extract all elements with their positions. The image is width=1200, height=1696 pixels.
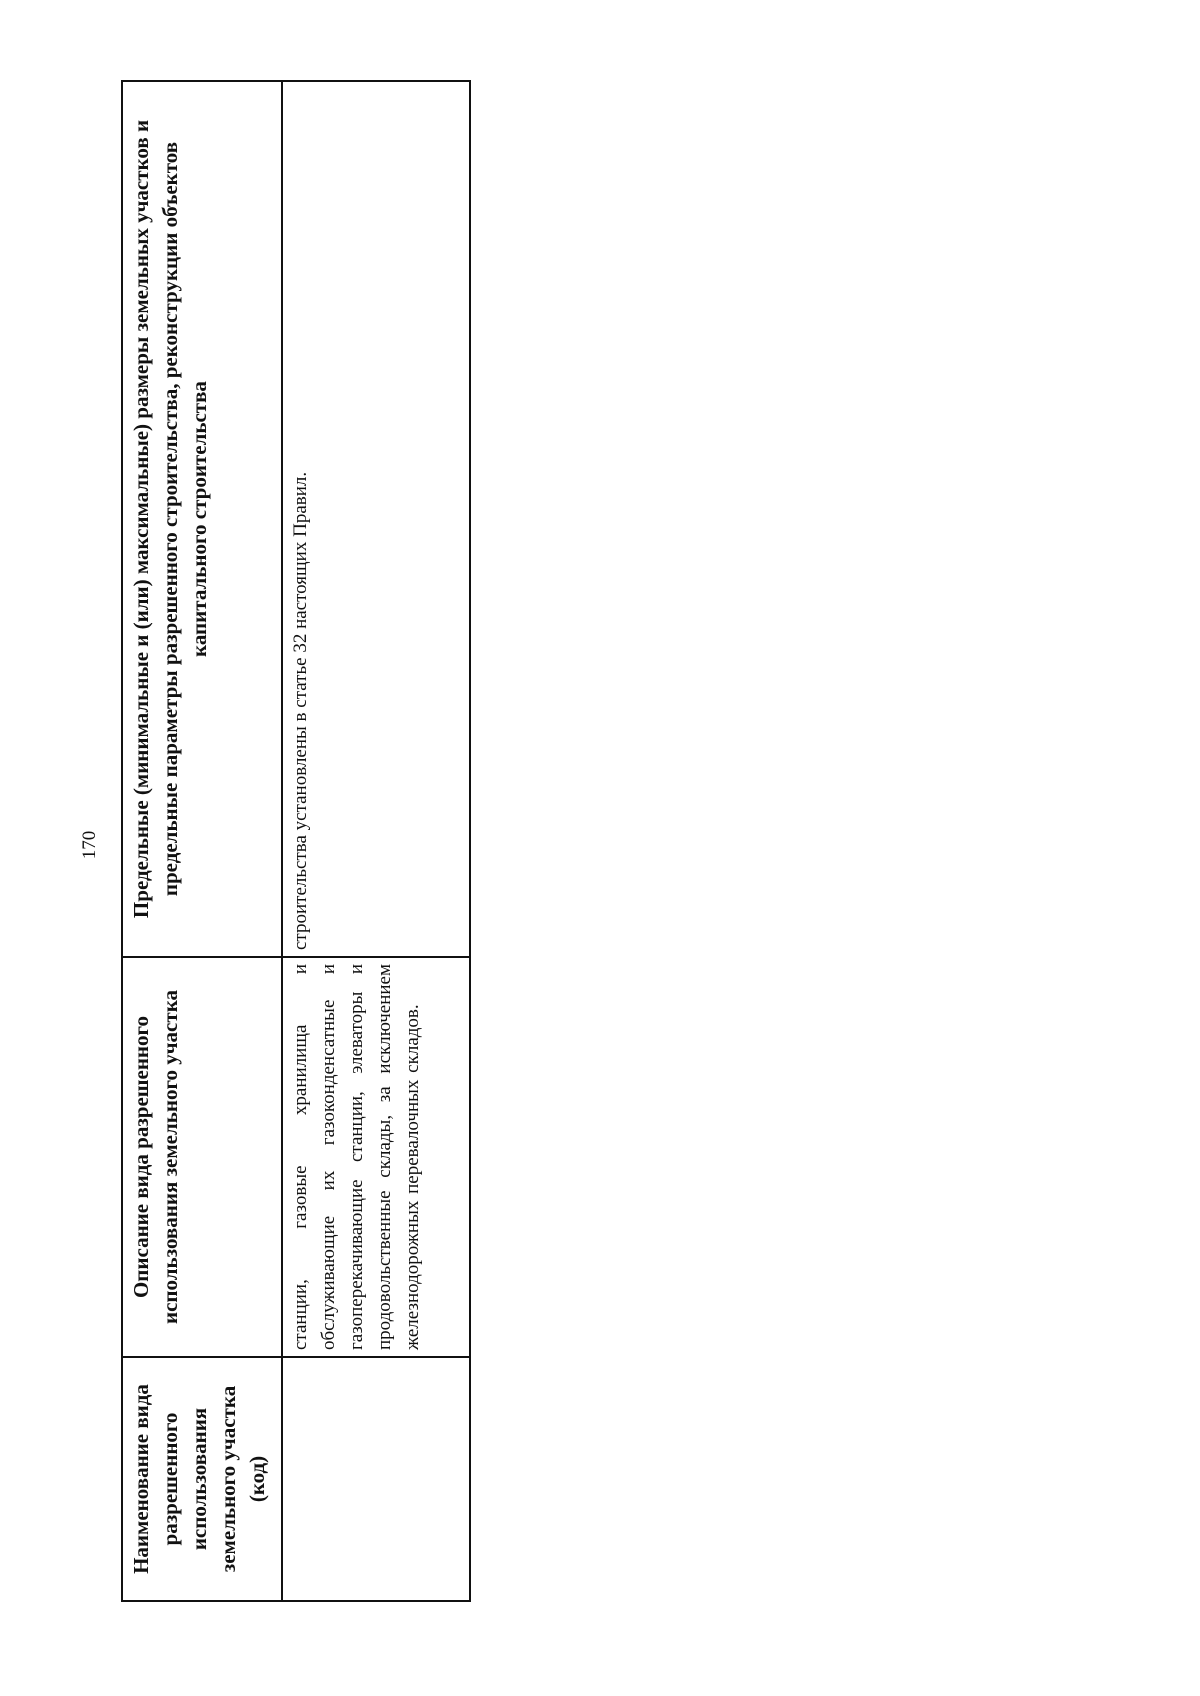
table-header-row bbox=[122, 81, 282, 1601]
header-land-use-name bbox=[122, 1357, 282, 1601]
land-use-table bbox=[121, 80, 471, 1602]
page-number: 170 bbox=[79, 830, 100, 860]
header-land-use-description-text: Описание вида разрешенного использования земельного участка bbox=[129, 990, 182, 1324]
header-limit-parameters-text: Предельные (минимальные и (или) максимальные) размеры земельных участков и предельные параметры разрешенного строительства, реконструкции объектов капитального строительства bbox=[129, 119, 211, 919]
cell-land-use-description-text: станции, газовые хранилища и обслуживающие их газоконденсатные и газоперекачивающие станции, элеваторы и продовольственные склады, за исключением железнодорожных перевалочных складов. bbox=[290, 964, 423, 1350]
header-land-use-description bbox=[122, 957, 282, 1357]
cell-limit-parameters bbox=[282, 81, 470, 957]
table-container bbox=[121, 82, 471, 1602]
cell-land-use-description bbox=[282, 957, 470, 1357]
header-limit-parameters bbox=[122, 81, 282, 957]
cell-land-use-name bbox=[282, 1357, 470, 1601]
header-land-use-name-text: Наименование вида разрешенного использования земельного участка (код) bbox=[129, 1384, 269, 1574]
cell-limit-parameters-text: строительства установлены в статье 32 настоящих Правил. bbox=[290, 471, 311, 950]
table-row bbox=[282, 81, 470, 1601]
